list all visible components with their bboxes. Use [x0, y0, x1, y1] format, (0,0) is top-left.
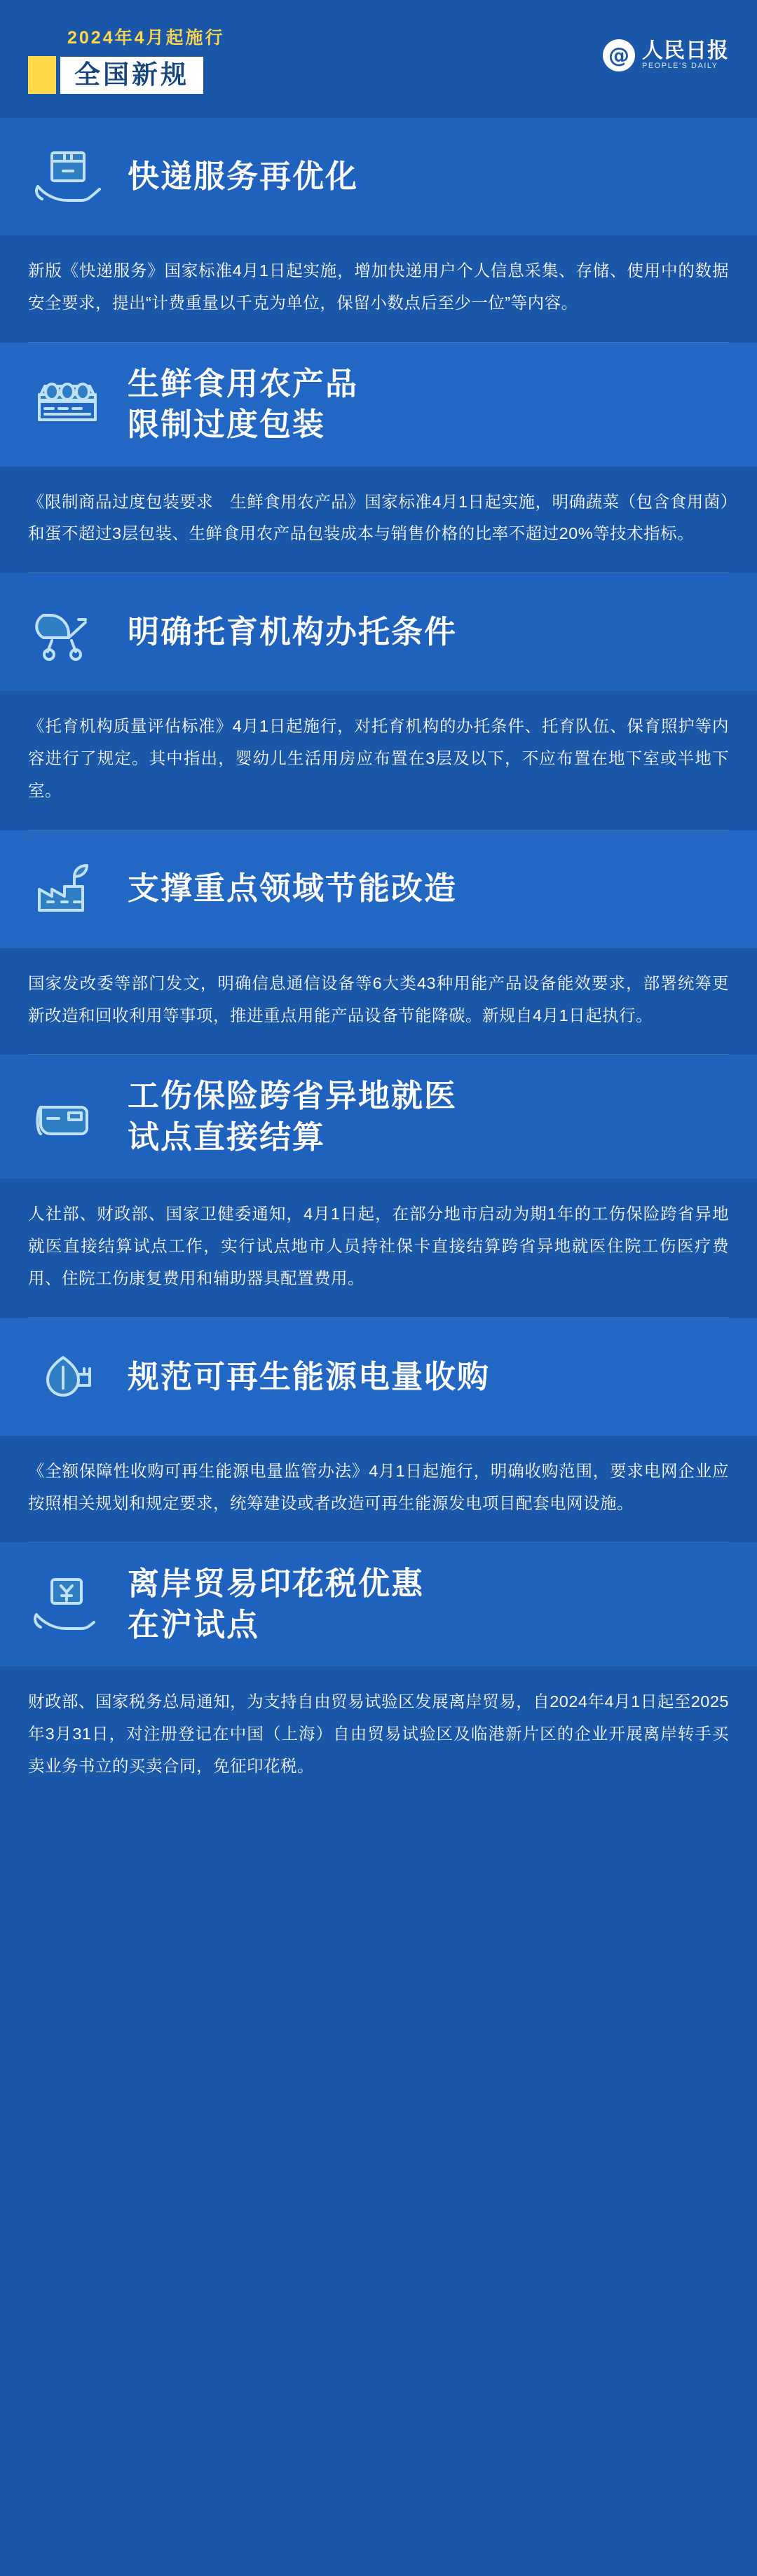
section-title: 工伤保险跨省异地就医 试点直接结算 — [128, 1078, 458, 1155]
header-date: 2024年4月起施行 — [67, 28, 225, 48]
section-body: 国家发改委等部门发文，明确信息通信设备等6大类43种用能产品设备能效要求，部署统筹更新改造和回收利用等事项，推进重点用能产品设备节能降碳。新规自4月1日起执行。 — [0, 948, 757, 1055]
section-work-injury-insurance — [0, 1055, 757, 1317]
section-title: 支撑重点领域节能改造 — [128, 870, 458, 907]
section-band — [0, 573, 757, 691]
power-plug-leaf-icon — [25, 1339, 109, 1415]
section-title: 规范可再生能源电量收购 — [128, 1358, 491, 1395]
section-title: 离岸贸易印花税优惠 在沪试点 — [128, 1566, 425, 1643]
section-body: 新版《快递服务》国家标准4月1日起实施，增加快递用户个人信息采集、存储、使用中的数据安全要求，提出“计费重量以千克为单位，保留小数点后至少一位”等内容。 — [0, 235, 757, 342]
factory-leaf-icon — [25, 851, 109, 927]
section-band — [0, 830, 757, 948]
section-band — [0, 1542, 757, 1666]
section-renewable-energy-purchase — [0, 1318, 757, 1543]
page-title: 全国新规 — [60, 57, 203, 94]
section-band — [0, 343, 757, 467]
page-header — [0, 0, 757, 118]
section-energy-saving-retrofit — [0, 830, 757, 1055]
publisher-logo — [603, 24, 729, 71]
section-offshore-trade-stamp-tax — [0, 1542, 757, 1804]
section-title: 明确托育机构办托条件 — [128, 614, 458, 650]
section-band — [0, 1055, 757, 1179]
egg-carton-icon — [25, 366, 109, 442]
section-body: 人社部、财政部、国家卫健委通知，4月1日起，在部分地市启动为期1年的工伤保险跨省异地就医直接结算试点工作，实行试点地市人员持社保卡直接结算跨省异地就医住院工伤医疗费用、住院工伤康复费用和辅助器具配置费用。 — [0, 1179, 757, 1317]
section-band — [0, 1318, 757, 1436]
section-childcare-institutions — [0, 573, 757, 830]
stroller-icon — [25, 594, 109, 670]
section-express-service — [0, 118, 757, 343]
publisher-name — [642, 40, 729, 70]
section-body: 《限制商品过度包装要求 生鲜食用农产品》国家标准4月1日起实施，明确蔬菜（包含食用菌）和蛋不超过3层包装、生鲜食用农产品包装成本与销售价格的比率不超过20%等技术指标。 — [0, 467, 757, 573]
section-band — [0, 118, 757, 235]
header-accent-bar — [28, 56, 56, 94]
section-body: 财政部、国家税务总局通知，为支持自由贸易试验区发展离岸贸易，自2024年4月1日起至2025年3月31日，对注册登记在中国（上海）自由贸易试验区及临港新片区的企业开展离岸转手买卖业务书立的买卖合同，免征印花税。 — [0, 1666, 757, 1804]
header-title-wrap — [28, 56, 225, 94]
publisher-name-cn: 人民日报 — [642, 39, 729, 63]
hand-yuan-icon — [25, 1567, 109, 1643]
medical-card-icon — [25, 1079, 109, 1155]
section-title: 快递服务再优化 — [128, 158, 359, 194]
section-body: 《全额保障性收购可再生能源电量监管办法》4月1日起施行，明确收购范围，要求电网企业应按照相关规划和规定要求，统筹建设或者改造可再生能源发电项目配套电网设施。 — [0, 1436, 757, 1542]
section-fresh-produce-packaging — [0, 343, 757, 574]
header-left — [28, 24, 225, 94]
section-body: 《托育机构质量评估标准》4月1日起施行，对托育机构的办托条件、托育队伍、保育照护等内容进行了规定。其中指出，婴幼儿生活用房应布置在3层及以下，不应布置在地下室或半地下室。 — [0, 691, 757, 829]
at-symbol-icon: @ — [603, 39, 635, 71]
package-in-hand-icon — [25, 139, 109, 214]
section-title: 生鲜食用农产品 限制过度包装 — [128, 365, 359, 443]
publisher-name-en: PEOPLE'S DAILY — [642, 61, 718, 70]
